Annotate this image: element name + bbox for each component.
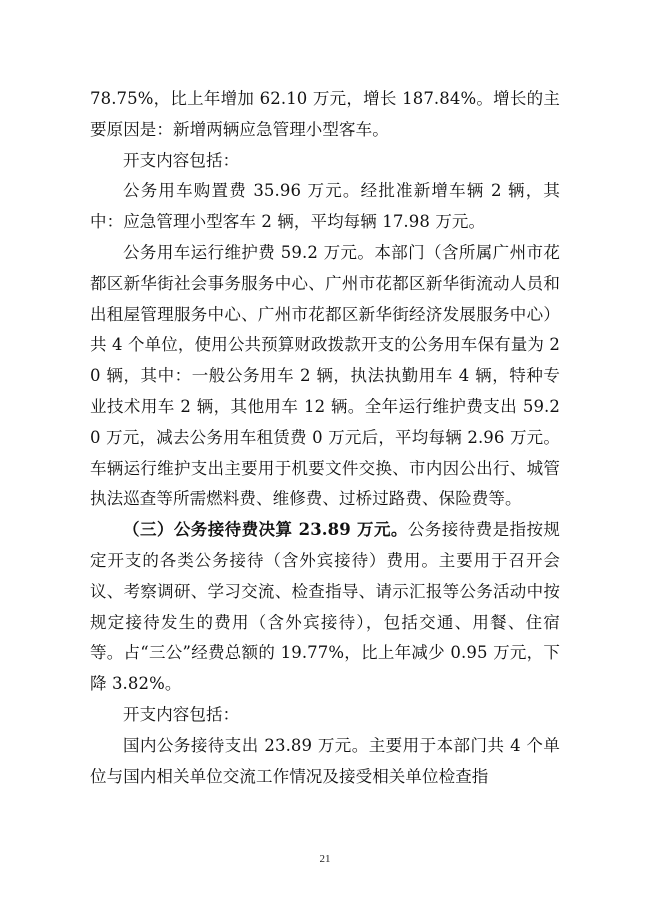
- paragraph-expense-heading-2: [90, 700, 560, 731]
- paragraph-vehicle-purchase: [90, 176, 560, 238]
- paragraph-text: 公务接待费是指按规定开支的各类公务接待（含外宾接待）费用。主要用于召开会议、考察调研、学习交流、检查指导、请示汇报等公务活动中按规定接待发生的费用（含外宾接待），包括交通、用餐、住宿等。占“三公”经费总额的 19.77%，比上年减少 0.95 万元，下降 3.82%。: [90, 520, 561, 694]
- paragraph-reception-expense: [90, 515, 560, 700]
- section-heading: （三）公务接待费决算 23.89 万元。: [123, 520, 408, 540]
- paragraph-text: 开支内容包括：: [123, 150, 240, 170]
- paragraph-text: 公务用车购置费 35.96 万元。经批准新增车辆 2 辆，其中：应急管理小型客车 2 辆，平均每辆 17.98 万元。: [90, 181, 560, 232]
- paragraph-domestic-reception: [90, 731, 560, 793]
- body-text: [90, 84, 560, 792]
- paragraph-vehicle-maintenance: [90, 238, 560, 515]
- page-number: 21: [319, 853, 331, 865]
- paragraph-vehicle-growth: [90, 84, 560, 146]
- paragraph-text: 国内公务接待支出 23.89 万元。主要用于本部门共 4 个单位与国内相关单位交流工作情况及接受相关单位检查指: [90, 735, 560, 786]
- paragraph-text: 公务用车运行维护费 59.2 万元。本部门（含所属广州市花都区新华街社会事务服务中心、广州市花都区新华街流动人员和出租屋管理服务中心、广州市花都区新华街经济发展服务中心）共 4 个单位，使用公共预算财政拨款开支的公务用车保有量为 20 辆，其中：一般公务用车 2 辆，执法执勤用车 4 辆，特种专业技术用车 2 辆，其他用车 12 辆。全年运行维护费支出 59.20 万元，减去公务用车租赁费 0 万元后，平均每辆 2.96 万元。车辆运行维护支出主要用于机要文件交换、市内因公出行、城管执法巡查等所需燃料费、维修费、过桥过路费、保险费等。: [90, 242, 560, 509]
- paragraph-text: 开支内容包括：: [123, 704, 240, 724]
- paragraph-expense-heading: [90, 146, 560, 177]
- paragraph-text: 78.75%，比上年增加 62.10 万元，增长 187.84%。增长的主要原因是：新增两辆应急管理小型客车。: [90, 89, 560, 139]
